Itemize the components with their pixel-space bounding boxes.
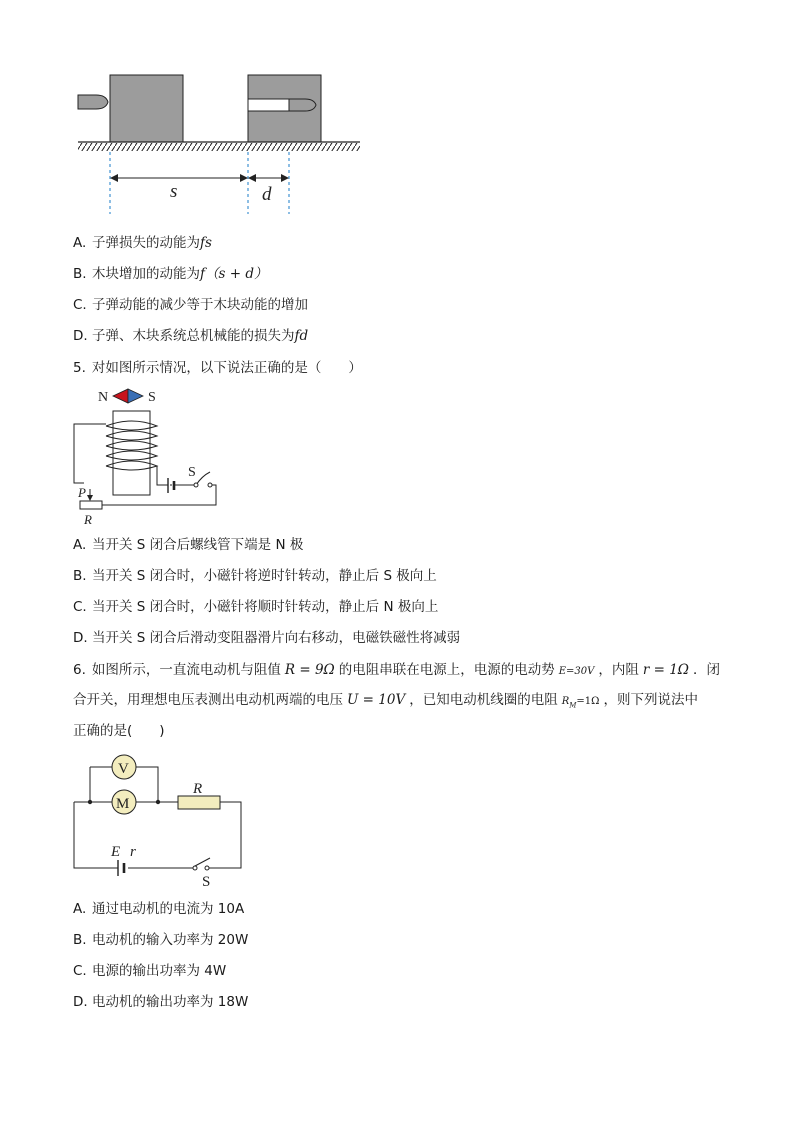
slider-p-label: P — [78, 485, 86, 500]
magnet-south — [128, 389, 143, 403]
q6-option-c: C. 电源的输出功率为 4W — [73, 963, 227, 979]
q4-option-b: B. 木块增加的动能为f（s + d） — [73, 266, 268, 282]
rheostat-r-label: R — [84, 512, 92, 527]
motor-circuit-figure — [70, 752, 250, 892]
label-d: d — [262, 184, 272, 205]
solenoid-core — [113, 411, 150, 495]
resistor — [178, 796, 220, 809]
q5-option-a: A. 当开关 S 闭合后螺线管下端是 N 极 — [73, 537, 304, 553]
magnet-n-label: N — [98, 390, 109, 405]
q6-option-a: A. 通过电动机的电流为 10A — [73, 901, 245, 917]
switch-label: S — [202, 874, 211, 890]
rheostat — [80, 501, 102, 509]
q4-option-d: D. 子弹、木块系统总机械能的损失为fd — [73, 328, 309, 344]
internal-resistance-label: r — [130, 844, 136, 860]
q6-option-d: D. 电动机的输出功率为 18W — [73, 994, 249, 1010]
q4-option-a: A. 子弹损失的动能为fs — [73, 235, 212, 251]
q6-stem-line1: 6. 如图所示，一直流电动机与阻值 R = 9Ω 的电阻串联在电源上，电源的电动势 E=30V ，内阻 r = 1Ω ．闭 — [73, 662, 720, 678]
block-left — [110, 75, 183, 142]
q4-option-c: C. 子弹动能的减少等于木块动能的增加 — [73, 297, 308, 313]
bullet-embedded — [289, 99, 316, 111]
q6-stem-line3: 正确的是( ) — [73, 723, 165, 739]
bullet-left — [78, 95, 108, 109]
magnet-north — [113, 389, 128, 403]
ground-hatch — [78, 143, 360, 151]
resistor-label: R — [193, 781, 203, 797]
magnet-s-label: S — [148, 390, 156, 405]
label-s: s — [170, 181, 178, 202]
q6-stem-line2: 合开关，用理想电压表测出电动机两端的电压 U = 10V ，已知电动机线圈的电阻 $R_M=1\Omega$ ，则下列说法中 — [73, 692, 698, 710]
bullet-block-figure — [70, 66, 370, 218]
switch-s-label: S — [188, 465, 196, 480]
voltmeter-label: V — [118, 761, 129, 777]
solenoid-figure — [70, 384, 230, 529]
q6-option-b: B. 电动机的输入功率为 20W — [73, 932, 249, 948]
q5-option-b: B. 当开关 S 闭合时，小磁针将逆时针转动，静止后 S 极向上 — [73, 568, 437, 584]
q5-stem: 5. 对如图所示情况，以下说法正确的是（ ） — [73, 360, 362, 376]
q5-option-c: C. 当开关 S 闭合时，小磁针将顺时针转动，静止后 N 极向上 — [73, 599, 439, 615]
q5-option-d: D. 当开关 S 闭合后滑动变阻器滑片向右移动，电磁铁磁性将减弱 — [73, 630, 461, 646]
motor-label: M — [116, 796, 130, 812]
emf-label: E — [111, 844, 121, 860]
